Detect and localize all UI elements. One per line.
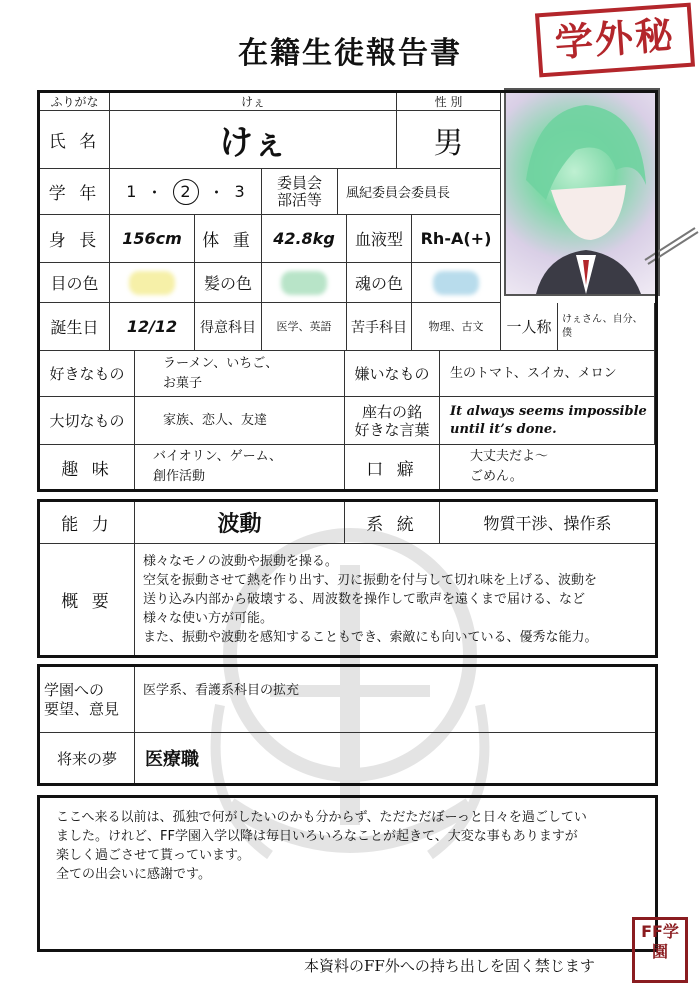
eye-color-cell [110, 263, 195, 303]
grade-selector [110, 169, 262, 215]
important-value: 家族、恋人、友達 [135, 397, 345, 445]
grade-separator: ・ [146, 183, 163, 202]
gender-label: 性 別 [397, 93, 501, 111]
hobby-value: バイオリン、ゲーム、 創作活動 [135, 445, 345, 489]
height-value: 156cm [110, 215, 195, 263]
bad-subject-value: 物理、古文 [412, 303, 501, 351]
furigana-value: けぇ [110, 93, 397, 111]
habit-value: 大丈夫だよ～ ごめん。 [470, 449, 549, 484]
grade-option-2-selected: 2 [173, 179, 199, 205]
grade-separator: ・ [208, 183, 225, 202]
committee-label: 委員会 部活等 [262, 169, 338, 215]
school-logo: FF学園 [632, 917, 688, 983]
request-label: 学園への 要望、意見 [40, 667, 135, 733]
bad-subject-label: 苦手科目 [347, 303, 412, 351]
hair-color-swatch [281, 271, 327, 295]
blood-value: Rh-A(+) [412, 215, 501, 263]
habit-label: 口 癖 [345, 445, 440, 489]
height-label: 身 長 [40, 215, 110, 263]
request-value: 医学系、看護系科目の拡充 [135, 667, 655, 733]
footer-notice: 本資料のFF外への持ち出しを固く禁じます [304, 957, 595, 975]
weight-value: 42.8kg [262, 215, 347, 263]
committee-value: 風紀委員会委員長 [338, 169, 501, 215]
confidential-stamp: 学外秘 [535, 3, 695, 78]
birthday-label: 誕生日 [40, 303, 110, 351]
ability-value: 波動 [135, 502, 345, 544]
hobby-label: 趣 味 [40, 445, 135, 489]
birthday-value: 12/12 [110, 303, 195, 351]
soul-color-label: 魂の色 [347, 263, 412, 303]
hair-color-cell [262, 263, 347, 303]
ability-label: 能 力 [40, 502, 135, 544]
eye-color-label: 目の色 [40, 263, 110, 303]
good-subject-value: 医学、英語 [262, 303, 347, 351]
document-title: 在籍生徒報告書 [238, 36, 462, 71]
summary-label: 概 要 [40, 544, 135, 655]
furigana-label: ふりがな [40, 93, 110, 111]
weight-label: 体 重 [195, 215, 262, 263]
pronoun-value: けぇさん、自分、僕 [558, 303, 655, 351]
comment-text: ここへ来る以前は、孤独で何がしたいのかも分からず、ただただぼーっと日々を過ごしてい ました。けれど、FF学園入学以降は毎日いろいろなことが起きて、大変な事もありますが 楽しく過ごさせて貰っています。 全ての出会いに感謝です。 [56, 810, 587, 882]
grade-option-1: 1 [126, 182, 137, 201]
grade-option-3: 3 [234, 182, 245, 201]
motto-label: 座右の銘 好きな言葉 [345, 397, 440, 445]
dream-value: 医療職 [145, 749, 199, 770]
dislikes-label: 嫌いなもの [345, 351, 440, 397]
soul-color-cell [412, 263, 501, 303]
blood-label: 血液型 [347, 215, 412, 263]
important-label: 大切なもの [40, 397, 135, 445]
gender-value: 男 [397, 111, 501, 169]
soul-color-swatch [433, 271, 479, 295]
good-subject-label: 得意科目 [195, 303, 262, 351]
likes-label: 好きなもの [40, 351, 135, 397]
pronoun-label: 一人称 [501, 303, 558, 351]
name-label: 氏 名 [40, 111, 110, 169]
dream-label: 将来の夢 [40, 733, 135, 783]
hair-color-label: 髪の色 [195, 263, 262, 303]
summary-value: 様々なモノの波動や振動を操る。 空気を振動させて熱を作り出す、刃に振動を付与して切れ味を上げる、波動を 送り込み内部から破壊する、周波数を操作して歌声を遠くまで届ける、など 様々な使い方が可能。 また、振動や波動を感知することもでき、索敵にも向いている、優秀な能力。 [143, 554, 598, 645]
likes-value: ラーメン、いちご、 お菓子 [135, 351, 345, 397]
motto-value: It always seems impossible until it’s done. [440, 397, 655, 445]
eye-color-swatch [129, 271, 175, 295]
name-value: けぇ [110, 111, 397, 169]
dislikes-value: 生のトマト、スイカ、メロン [440, 351, 655, 397]
type-label: 系 統 [345, 502, 440, 544]
grade-label: 学 年 [40, 169, 110, 215]
type-value: 物質干渉、操作系 [440, 502, 655, 544]
